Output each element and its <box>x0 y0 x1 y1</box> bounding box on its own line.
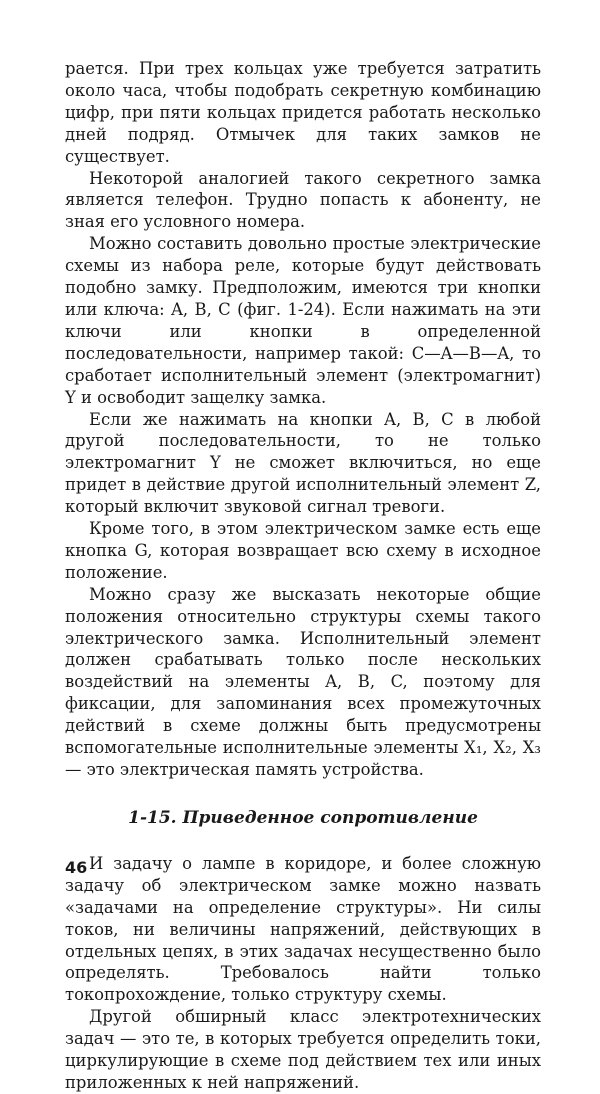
paragraph-5: Кроме того, в этом электрическом замке есть еще кнопка G, которая возвращает всю схему в исходное положение. <box>65 519 541 582</box>
paragraph-7: И задачу о лампе в коридоре, и более сложную задачу об электрическом замке можно назвать «задачами на определение структуры». Ни силы токов, ни величины напряжений, действующих в отдельных цепях, в этих задачах несущественно было определять. Требовалось найти только токопрохождение, только структуру схемы. <box>65 853 541 1005</box>
paragraph-3: Можно составить довольно простые электрические схемы из набора реле, которые будут действовать подобно замку. Предположим, имеются три кнопки или ключа: A, B, C (фиг. 1-24). Если нажимать на эти ключи или кнопки в определенной последовательности, например такой: C—A—B—A, то сработает исполнительный элемент (электромагнит) Y и освободит защелку замка. <box>65 234 541 407</box>
page-number: 46 <box>65 858 88 877</box>
text-column <box>65 58 541 1094</box>
paragraph-1: рается. При трех кольцах уже требуется затратить около часа, чтобы подобрать секретную комбинацию цифр, при пяти кольцах придется работать несколько дней подряд. Отмычек для таких замков не существует. <box>65 59 541 166</box>
paragraph-6: Можно сразу же высказать некоторые общие положения относительно структуры схемы такого электрического замка. Исполнительный элемент должен срабатывать только после нескольких воздействий на элементы A, B, C, поэтому для фиксации, для запоминания всех промежуточных действий в схеме должны быть предусмотрены вспомогательные исполнительные элементы X₁, X₂, X₃ — это электрическая память устройства. <box>65 584 541 779</box>
paragraph-8: Другой обширный класс электротехнических задач — это те, в которых требуется определить токи, циркулирующие в схеме под действием тех или иных приложенных к ней напряжений. <box>65 1007 541 1092</box>
paragraph-4: Если же нажимать на кнопки A, B, C в любой другой последовательности, то не только электромагнит Y не сможет включиться, но еще придет в действие другой исполнительный элемент Z, который включит звуковой сигнал тревоги. <box>65 409 541 517</box>
section-heading: 1-15. Приведенное сопротивление <box>128 807 478 828</box>
paragraph-2: Некоторой аналогией такого секретного замка является телефон. Трудно попасть к абоненту, не зная его условного номера. <box>65 168 541 232</box>
